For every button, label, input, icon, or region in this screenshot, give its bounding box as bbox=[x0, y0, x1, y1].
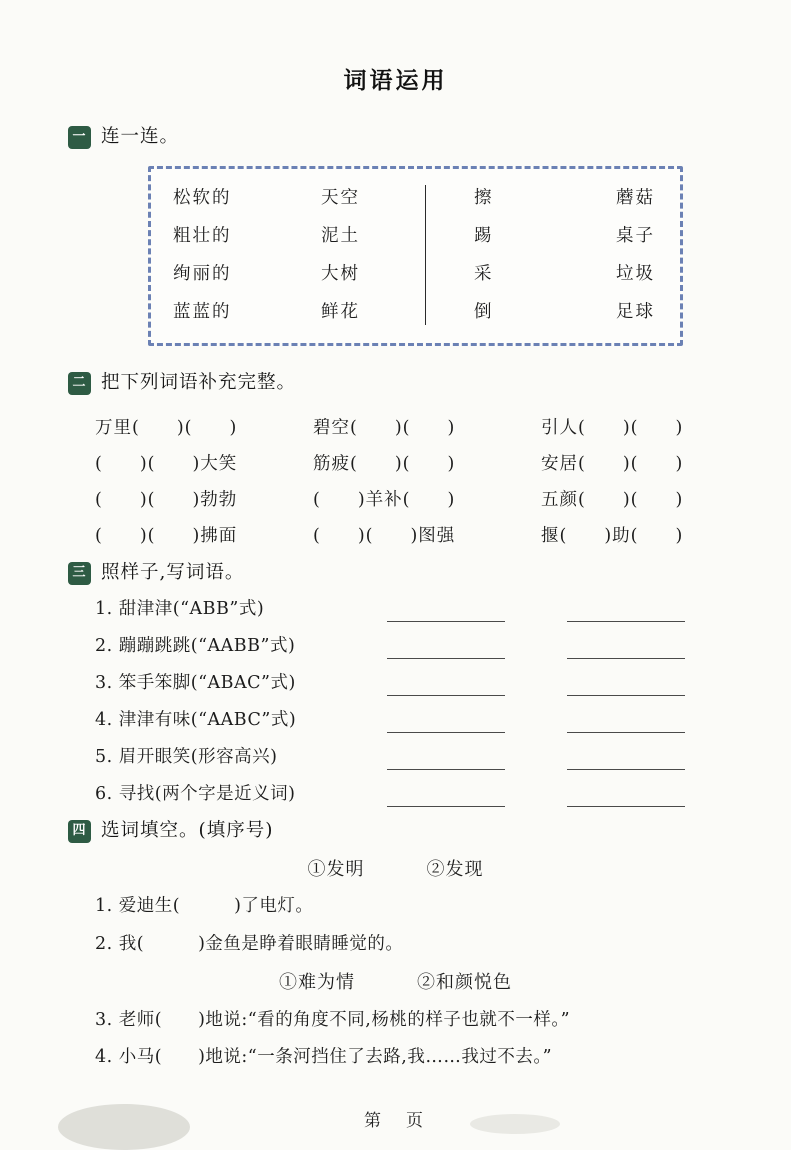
match-word: 大树 bbox=[321, 264, 360, 284]
section-2-header bbox=[68, 370, 791, 396]
section-2-number-icon: 二 bbox=[68, 372, 91, 395]
word-completion-grid bbox=[95, 410, 791, 554]
word-bank-2 bbox=[0, 971, 791, 995]
match-word: 蓝蓝的 bbox=[173, 302, 232, 322]
section-3-number-icon: 三 bbox=[68, 562, 91, 585]
section-2-heading: 把下列词语补充完整。 bbox=[101, 372, 297, 393]
match-col-adjectives bbox=[151, 179, 321, 331]
word-bank-option: ①发明 bbox=[307, 859, 365, 880]
scan-artifact-smudge bbox=[470, 1114, 560, 1134]
question-2: 2. 我( )金鱼是睁着眼睛睡觉的。 bbox=[95, 934, 404, 954]
word-completion-item: ( )( )图强 bbox=[313, 526, 456, 546]
answer-blank bbox=[387, 712, 505, 733]
word-completion-item: 引人( )( ) bbox=[541, 418, 684, 438]
answer-blank bbox=[567, 601, 685, 622]
example-label: 4. 津津有味(“AABC”式) bbox=[95, 710, 297, 730]
word-completion-item: 安居( )( ) bbox=[541, 454, 684, 474]
answer-blank bbox=[387, 675, 505, 696]
question-3: 3. 老师( )地说:“看的角度不同,杨桃的样子也就不一样。” bbox=[95, 1010, 571, 1030]
word-bank-option: ②和颜悦色 bbox=[417, 972, 512, 993]
word-bank-1 bbox=[0, 858, 791, 882]
word-completion-item: ( )( )大笑 bbox=[95, 454, 238, 474]
list-item bbox=[95, 744, 791, 770]
answer-blank bbox=[387, 786, 505, 807]
match-col-nouns-right bbox=[616, 179, 655, 331]
list-item bbox=[95, 633, 791, 659]
list-item bbox=[95, 707, 791, 733]
answer-blank bbox=[567, 638, 685, 659]
word-completion-item: ( )羊补( ) bbox=[313, 490, 456, 510]
answer-blank bbox=[567, 675, 685, 696]
match-word: 踢 bbox=[474, 226, 494, 246]
match-word: 足球 bbox=[616, 302, 655, 322]
word-completion-item: ( )( )勃勃 bbox=[95, 490, 238, 510]
matching-box-divider bbox=[425, 185, 426, 325]
match-word: 天空 bbox=[321, 188, 360, 208]
answer-blank bbox=[387, 749, 505, 770]
example-label: 3. 笨手笨脚(“ABAC”式) bbox=[95, 673, 296, 693]
page-title: 词语运用 bbox=[343, 68, 448, 94]
section-3-header bbox=[68, 560, 791, 586]
match-col-nouns-left bbox=[321, 179, 423, 331]
match-word: 泥土 bbox=[321, 226, 360, 246]
answer-blank bbox=[387, 638, 505, 659]
match-word: 松软的 bbox=[173, 188, 232, 208]
match-word: 桌子 bbox=[616, 226, 655, 246]
list-item bbox=[95, 781, 791, 807]
example-label: 2. 蹦蹦跳跳(“AABB”式) bbox=[95, 636, 296, 656]
section-3-heading: 照样子,写词语。 bbox=[101, 562, 245, 583]
section-4-header bbox=[68, 818, 791, 844]
word-completion-item: 碧空( )( ) bbox=[313, 418, 456, 438]
word-completion-item: 揠( )助( ) bbox=[541, 526, 684, 546]
worksheet-page bbox=[0, 66, 791, 1131]
match-word: 采 bbox=[474, 264, 494, 284]
list-item bbox=[95, 670, 791, 696]
example-label: 5. 眉开眼笑(形容高兴) bbox=[95, 747, 278, 767]
answer-blank bbox=[387, 601, 505, 622]
match-word: 蘑菇 bbox=[616, 188, 655, 208]
example-label: 1. 甜津津(“ABB”式) bbox=[95, 599, 265, 619]
word-completion-item: 万里( )( ) bbox=[95, 418, 238, 438]
word-completion-item: 五颜( )( ) bbox=[541, 490, 684, 510]
question-1: 1. 爱迪生( )了电灯。 bbox=[95, 896, 314, 916]
match-word: 垃圾 bbox=[616, 264, 655, 284]
example-label: 6. 寻找(两个字是近义词) bbox=[95, 784, 296, 804]
match-word: 绚丽的 bbox=[173, 264, 232, 284]
word-completion-item: ( )( )拂面 bbox=[95, 526, 238, 546]
match-word: 粗壮的 bbox=[173, 226, 232, 246]
word-bank-option: ②发现 bbox=[426, 859, 484, 880]
section-1-number-icon: 一 bbox=[68, 126, 91, 149]
section-1-heading: 连一连。 bbox=[101, 126, 180, 147]
scan-artifact-blob bbox=[58, 1104, 190, 1150]
word-bank-option: ①难为情 bbox=[279, 972, 355, 993]
section-4-number-icon: 四 bbox=[68, 820, 91, 843]
list-item bbox=[95, 596, 791, 622]
matching-columns bbox=[151, 179, 680, 331]
match-word: 擦 bbox=[474, 188, 494, 208]
match-col-verbs bbox=[474, 179, 570, 331]
answer-blank bbox=[567, 749, 685, 770]
match-word: 鲜花 bbox=[321, 302, 360, 322]
write-words-list bbox=[95, 596, 791, 807]
answer-blank bbox=[567, 712, 685, 733]
word-completion-item: 筋疲( )( ) bbox=[313, 454, 456, 474]
matching-box bbox=[148, 166, 683, 346]
match-word: 倒 bbox=[474, 302, 494, 322]
question-4: 4. 小马( )地说:“一条河挡住了去路,我……我过不去。” bbox=[95, 1047, 553, 1067]
section-4-heading: 选词填空。(填序号) bbox=[101, 820, 274, 841]
section-1-header bbox=[68, 124, 791, 150]
page-number-footer: 第 页 bbox=[364, 1111, 427, 1131]
answer-blank bbox=[567, 786, 685, 807]
